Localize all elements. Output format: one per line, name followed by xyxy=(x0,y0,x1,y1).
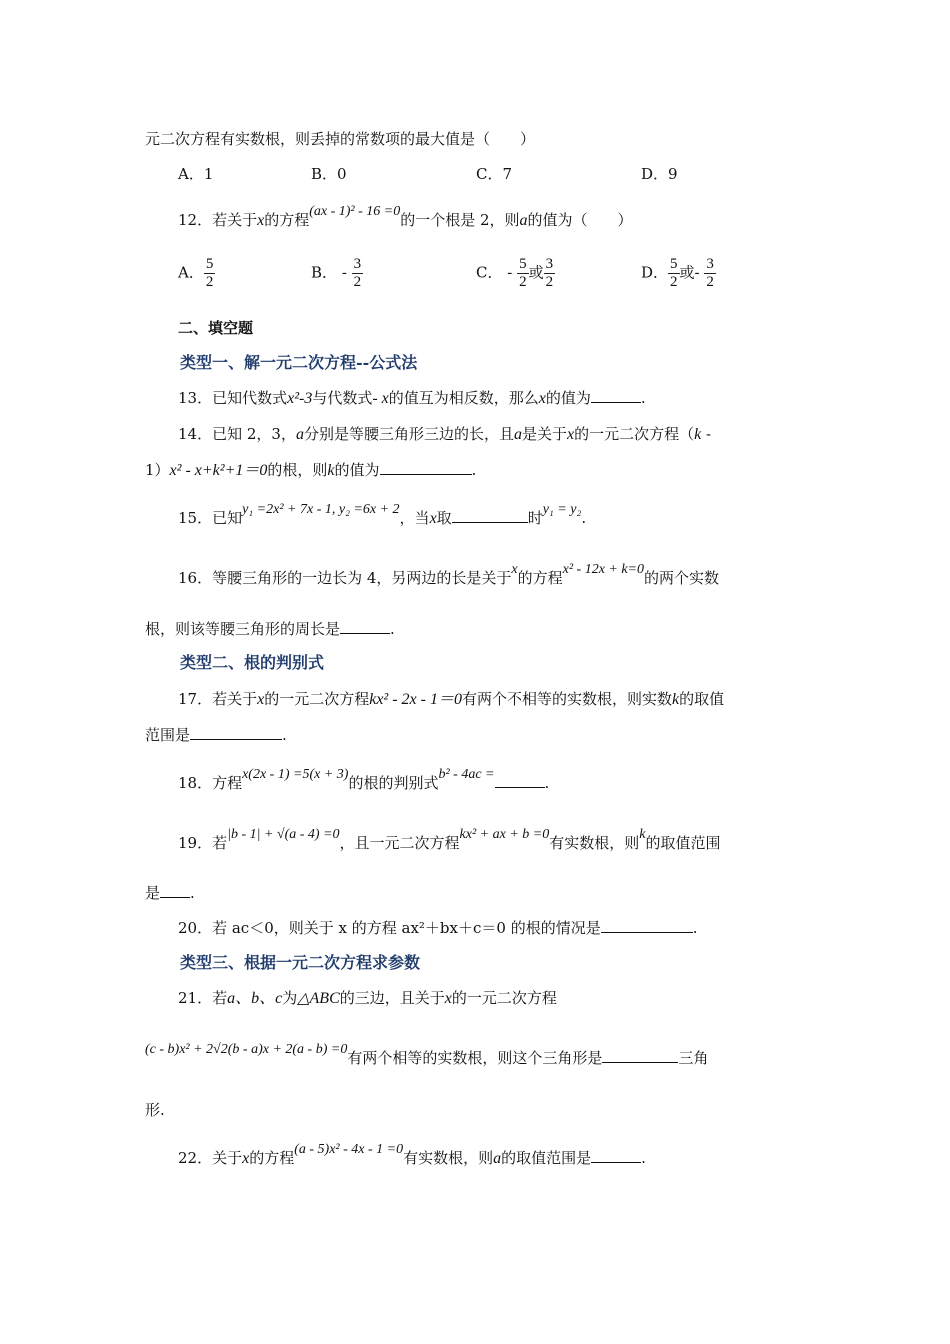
q16-line2: 根，则该等腰三角形的周长是 . xyxy=(145,620,395,638)
q21-line3: 形. xyxy=(145,1101,165,1119)
answer-blank xyxy=(452,510,528,523)
answer-blank xyxy=(340,621,390,634)
q19-equation: |b - 1| + √(a - 4) =0 xyxy=(227,827,340,842)
q14-line1: 14．已知 2，3，a分别是等腰三角形三边的长，且a是关于x的一元二次方程（k - xyxy=(178,425,712,443)
type-heading-3: 类型三、根据一元二次方程求参数 xyxy=(180,953,421,972)
answer-blank xyxy=(495,775,545,788)
q12-option-d: D． $\frac{5}{2}$ 或- $\frac{3}{2}$ xyxy=(641,256,714,290)
q19-equation-2: kx² + ax + b =0 xyxy=(459,827,550,842)
q14-line2: 1）x² - x+k²+1＝0的根，则k的值为 . xyxy=(145,461,477,479)
q15: 15．已知y₁ =2x² + 7x - 1, y₂ =6x + 2，当x取 时y₁ = y₂. xyxy=(178,502,587,527)
q19-line2: 是 . xyxy=(145,884,195,902)
fraction: $\frac{3}{2}$ xyxy=(545,256,554,290)
q22-equation: (a - 5)x² - 4x - 1 =0 xyxy=(294,1142,404,1157)
fraction: $\frac{5}{2}$ xyxy=(519,256,527,290)
answer-blank xyxy=(591,1150,641,1163)
type-heading-1: 类型一、解一元二次方程--公式法 xyxy=(180,353,418,372)
answer-blank xyxy=(601,920,693,933)
fraction: $\frac{3}{2}$ xyxy=(706,256,714,290)
q13: 13．已知代数式x²-3与代数式- x的值互为相反数，那么x的值为 . xyxy=(178,389,646,407)
type-heading-2: 类型二、根的判别式 xyxy=(180,653,325,672)
section-heading: 二、填空题 xyxy=(178,319,254,337)
q16-equation: x² - 12x + k=0 xyxy=(562,562,645,577)
q17-line1: 17．若关于x的一元二次方程kx² - 2x - 1＝0有两个不相等的实数根，则实数k的取值 xyxy=(178,690,725,708)
q19-line1: 19．若|b - 1| + √(a - 4) =0，且一元二次方程kx² + ax + b =0有实数根，则k的取值范围 xyxy=(178,827,721,852)
fraction: $\frac{5}{2}$ xyxy=(670,256,678,290)
answer-blank xyxy=(380,462,472,475)
q18: 18．方程x(2x - 1) =5(x + 3)的根的判别式b² - 4ac = . xyxy=(178,767,550,792)
fraction: $\frac{5}{2}$ xyxy=(205,256,214,290)
q11-option-d: D．9 xyxy=(641,165,678,183)
answer-blank xyxy=(190,727,282,740)
q12-stem: 12．若关于x的方程(ax - 1)² - 16 =0的一个根是 2，则a的值为（ ） xyxy=(178,204,633,229)
q20: 20．若 ac＜0，则关于 x 的方程 ax²＋bx＋c＝0 的根的情况是 . xyxy=(178,919,698,937)
fraction: $\frac{3}{2}$ xyxy=(353,256,362,290)
q11-option-a: A．1 xyxy=(178,165,214,183)
q11-option-c: C．7 xyxy=(476,165,513,183)
q18-equation: x(2x - 1) =5(x + 3) xyxy=(242,767,349,782)
q21-equation: (c - b)x² + 2√2(b - a)x + 2(a - b) =0 xyxy=(145,1042,348,1057)
q15-equation: y₁ =2x² + 7x - 1, y₂ =6x + 2 xyxy=(242,502,400,517)
q22: 22．关于x的方程(a - 5)x² - 4x - 1 =0有实数根，则a的取值范围是 . xyxy=(178,1142,646,1167)
q21-line2: (c - b)x² + 2√2(b - a)x + 2(a - b) =0有两个相等的实数根，则这个三角形是 三角 xyxy=(145,1042,709,1067)
q16-line1: 16．等腰三角形的一边长为 4，另两边的长是关于x的方程x² - 12x + k=0的两个实数 xyxy=(178,562,720,587)
q12-option-c: C． - $\frac{5}{2}$ 或 $\frac{3}{2}$ xyxy=(476,256,554,290)
answer-blank xyxy=(602,1050,678,1063)
q11-continuation: 元二次方程有实数根，则丢掉的常数项的最大值是（ ） xyxy=(145,130,536,148)
q21-line1: 21．若a、b、c为△ABC的三边，且关于x的一元二次方程 xyxy=(178,989,557,1007)
q12-option-a: A． $\frac{5}{2}$ xyxy=(178,256,214,290)
answer-blank xyxy=(591,390,641,403)
q17-line2: 范围是 . xyxy=(145,726,287,744)
q12-equation: (ax - 1)² - 16 =0 xyxy=(309,204,401,219)
q12-option-b: B． - $\frac{3}{2}$ xyxy=(311,256,362,290)
q11-option-b: B．0 xyxy=(311,165,347,183)
answer-blank xyxy=(160,885,190,898)
